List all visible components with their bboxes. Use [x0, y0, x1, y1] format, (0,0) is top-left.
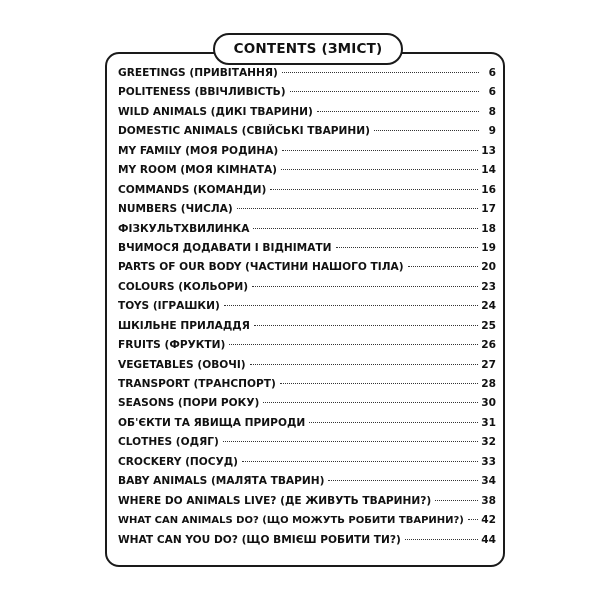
toc-entry-page: 32 [481, 436, 496, 449]
toc-entry[interactable] [118, 223, 496, 242]
toc-entry-label: CLOTHES (ОДЯГ) [118, 436, 219, 449]
toc-entry[interactable] [118, 378, 496, 397]
dot-leader [252, 286, 478, 287]
dot-leader [242, 461, 478, 462]
toc-entry-label: ШКІЛЬНЕ ПРИЛАДДЯ [118, 319, 250, 332]
dot-leader [237, 208, 479, 209]
toc-entry-page: 6 [488, 86, 496, 99]
dot-leader [309, 422, 478, 423]
dot-leader [282, 150, 478, 151]
toc-entry[interactable] [118, 475, 496, 494]
dot-leader [254, 325, 478, 326]
toc-entry-label: TRANSPORT (ТРАНСПОРТ) [118, 378, 276, 390]
toc-entry[interactable] [118, 417, 496, 436]
toc-entry-label: FRUITS (ФРУКТИ) [118, 339, 226, 352]
toc-entry[interactable] [118, 456, 496, 475]
toc-entry-label: CROCKERY (ПОСУД) [118, 455, 239, 468]
toc-entry[interactable] [118, 436, 496, 455]
toc-entry-page: 8 [488, 105, 496, 118]
toc-entry-page: 13 [481, 144, 496, 157]
toc-entry[interactable] [118, 495, 496, 514]
toc-entry-label: MY ROOM (МОЯ КІМНАТА) [118, 164, 278, 177]
toc-entry-label: BABY ANIMALS (МАЛЯТА ТВАРИН) [118, 475, 325, 488]
toc-entry-page: 28 [481, 378, 496, 390]
toc-entry[interactable] [118, 203, 496, 222]
dot-leader [270, 189, 478, 190]
toc-entry[interactable] [118, 281, 496, 300]
toc-entry[interactable] [118, 514, 496, 533]
dot-leader [282, 72, 479, 73]
toc-entry[interactable] [118, 300, 496, 319]
toc-entry[interactable] [118, 106, 496, 125]
toc-entry-label: GREETINGS (ПРИВІТАННЯ) [118, 67, 278, 79]
toc-entry-page: 6 [488, 67, 496, 79]
dot-leader [374, 130, 479, 131]
toc-entry-label: POLITENESS (ВВІЧЛИВІСТЬ) [118, 86, 286, 99]
toc-entry-label: WHERE DO ANIMALS LIVE? (ДЕ ЖИВУТЬ ТВАРИНИ?) [118, 494, 432, 507]
toc-entry[interactable] [118, 397, 496, 416]
toc-entry-label: NUMBERS (ЧИСЛА) [118, 203, 233, 216]
dot-leader [280, 383, 478, 384]
toc-entry[interactable] [118, 125, 496, 144]
toc-entry-label: TOYS (ІГРАШКИ) [118, 300, 220, 313]
toc-entry-label: ОБ'ЄКТИ ТА ЯВИЩА ПРИРОДИ [118, 416, 306, 429]
toc-entry[interactable] [118, 86, 496, 105]
toc-entry-label: WHAT CAN ANIMALS DO? (ЩО МОЖУТЬ РОБИТИ ТВАРИНИ?) [118, 515, 464, 527]
toc-entry-page: 44 [481, 533, 496, 546]
toc-entry-page: 9 [488, 125, 496, 138]
dot-leader [290, 91, 479, 92]
toc-entry-label: MY FAMILY (МОЯ РОДИНА) [118, 144, 279, 157]
toc-entry-page: 38 [481, 494, 496, 507]
dot-leader [224, 305, 478, 306]
toc-entry[interactable] [118, 261, 496, 280]
dot-leader [468, 519, 478, 520]
toc-entry[interactable] [118, 145, 496, 164]
toc-entry-label: DOMESTIC ANIMALS (СВІЙСЬКІ ТВАРИНИ) [118, 125, 370, 138]
toc-entry-page: 20 [481, 261, 496, 274]
dot-leader [229, 344, 478, 345]
dot-leader [253, 228, 478, 229]
toc-entry-page: 14 [481, 164, 496, 177]
dot-leader [435, 500, 478, 501]
toc-entry-page: 19 [481, 241, 496, 254]
toc-entry-page: 33 [481, 455, 496, 468]
toc-entry[interactable] [118, 339, 496, 358]
contents-title-text: CONTENTS (ЗМІСТ) [233, 41, 383, 57]
contents-title [213, 33, 403, 65]
toc-entry-label: SEASONS (ПОРИ РОКУ) [118, 397, 260, 410]
toc-entry[interactable] [118, 320, 496, 339]
toc-entry[interactable] [118, 67, 496, 86]
toc-entry-page: 27 [481, 358, 496, 371]
toc-entry[interactable] [118, 534, 496, 553]
toc-entry[interactable] [118, 359, 496, 378]
dot-leader [328, 480, 478, 481]
toc-entry-page: 25 [481, 319, 496, 332]
toc-entry-label: WILD ANIMALS (ДИКІ ТВАРИНИ) [118, 105, 313, 118]
toc-entry-page: 30 [481, 397, 496, 410]
toc-entry-label: ВЧИМОСЯ ДОДАВАТИ І ВІДНІМАТИ [118, 241, 332, 254]
dot-leader [405, 539, 478, 540]
toc-entry-label: ФІЗКУЛЬТХВИЛИНКА [118, 222, 250, 235]
toc-entry-page: 16 [481, 183, 496, 196]
toc-entry-label: COLOURS (КОЛЬОРИ) [118, 280, 249, 293]
dot-leader [250, 364, 479, 365]
dot-leader [281, 169, 478, 170]
dot-leader [223, 441, 478, 442]
dot-leader [263, 402, 478, 403]
toc-entry-label: PARTS OF OUR BODY (ЧАСТИНИ НАШОГО ТІЛА) [118, 261, 404, 274]
toc-entry-page: 42 [481, 514, 496, 527]
toc-entry[interactable] [118, 164, 496, 183]
toc-entry-page: 17 [481, 203, 496, 216]
toc-entry-page: 34 [481, 475, 496, 488]
toc-entry-page: 18 [481, 222, 496, 235]
dot-leader [336, 247, 479, 248]
toc-entry-label: VEGETABLES (ОВОЧІ) [118, 358, 246, 371]
toc-entry[interactable] [118, 242, 496, 261]
toc-entry-page: 26 [481, 339, 496, 352]
toc-entry-page: 31 [481, 416, 496, 429]
toc-entry-page: 24 [481, 300, 496, 313]
toc-entry-label: COMMANDS (КОМАНДИ) [118, 183, 267, 196]
toc-entry[interactable] [118, 184, 496, 203]
dot-leader [317, 111, 479, 112]
toc-entry-label: WHAT CAN YOU DO? (ЩО ВМІЄШ РОБИТИ ТИ?) [118, 533, 401, 546]
table-of-contents [118, 67, 496, 553]
toc-entry-page: 23 [481, 280, 496, 293]
dot-leader [408, 266, 479, 267]
